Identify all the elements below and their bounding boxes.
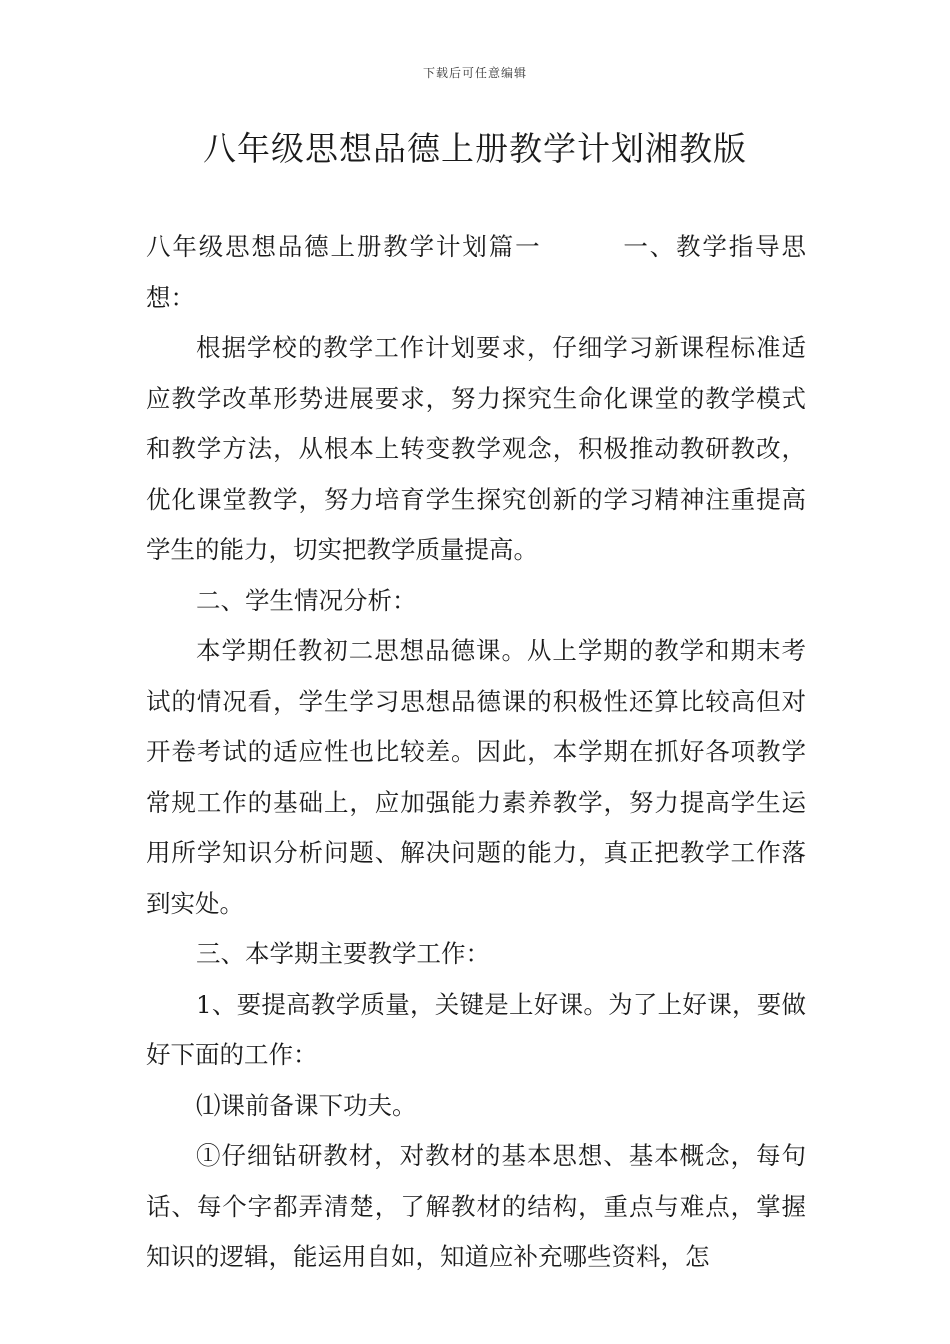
subheading-section-one: 一、教学指导思想： <box>146 232 806 312</box>
heading-main-work: 三、本学期主要教学工作： <box>196 939 490 968</box>
subheading-plan-title: 八年级思想品德上册教学计划篇一 <box>146 232 542 261</box>
document-body <box>146 222 806 1283</box>
section-subheading <box>146 222 806 323</box>
paragraph-student-analysis: 本学期任教初二思想品德课。从上学期的教学和期末考试的情况看，学生学习思想品德课的积极性还算比较高但对开卷考试的适应性也比较差。因此，本学期在抓好各项教学常规工作的基础上，应加强能力素养教学，努力提高学生运用所学知识分析问题、解决问题的能力，真正把教学工作落到实处。 <box>146 636 806 918</box>
header-note: 下载后可任意编辑 <box>422 66 527 80</box>
paragraph-work-detail-1: ①仔细钻研教材，对教材的基本思想、基本概念，每句话、每个字都弄清楚，了解教材的结构，重点与难点，掌握知识的逻辑，能运用自如，知道应补充哪些资料，怎 <box>146 1141 806 1271</box>
document-title: 八年级思想品德上册教学计划湘教版 <box>203 129 747 168</box>
paragraph-work-subitem-1: ⑴课前备课下功夫。 <box>196 1090 417 1120</box>
paragraph-work-item-1: 1、要提高教学质量，关键是上好课。为了上好课，要做好下面的工作： <box>146 989 806 1069</box>
paragraph-guiding-thought: 根据学校的教学工作计划要求，仔细学习新课程标准适应教学改革形势进展要求，努力探究生命化课堂的教学模式和教学方法，从根本上转变教学观念，积极推动教研教改，优化课堂教学，努力培育学生探究创新的学习精神注重提高学生的能力，切实把教学质量提高。 <box>146 333 806 564</box>
heading-student-analysis: 二、学生情况分析： <box>196 585 417 615</box>
